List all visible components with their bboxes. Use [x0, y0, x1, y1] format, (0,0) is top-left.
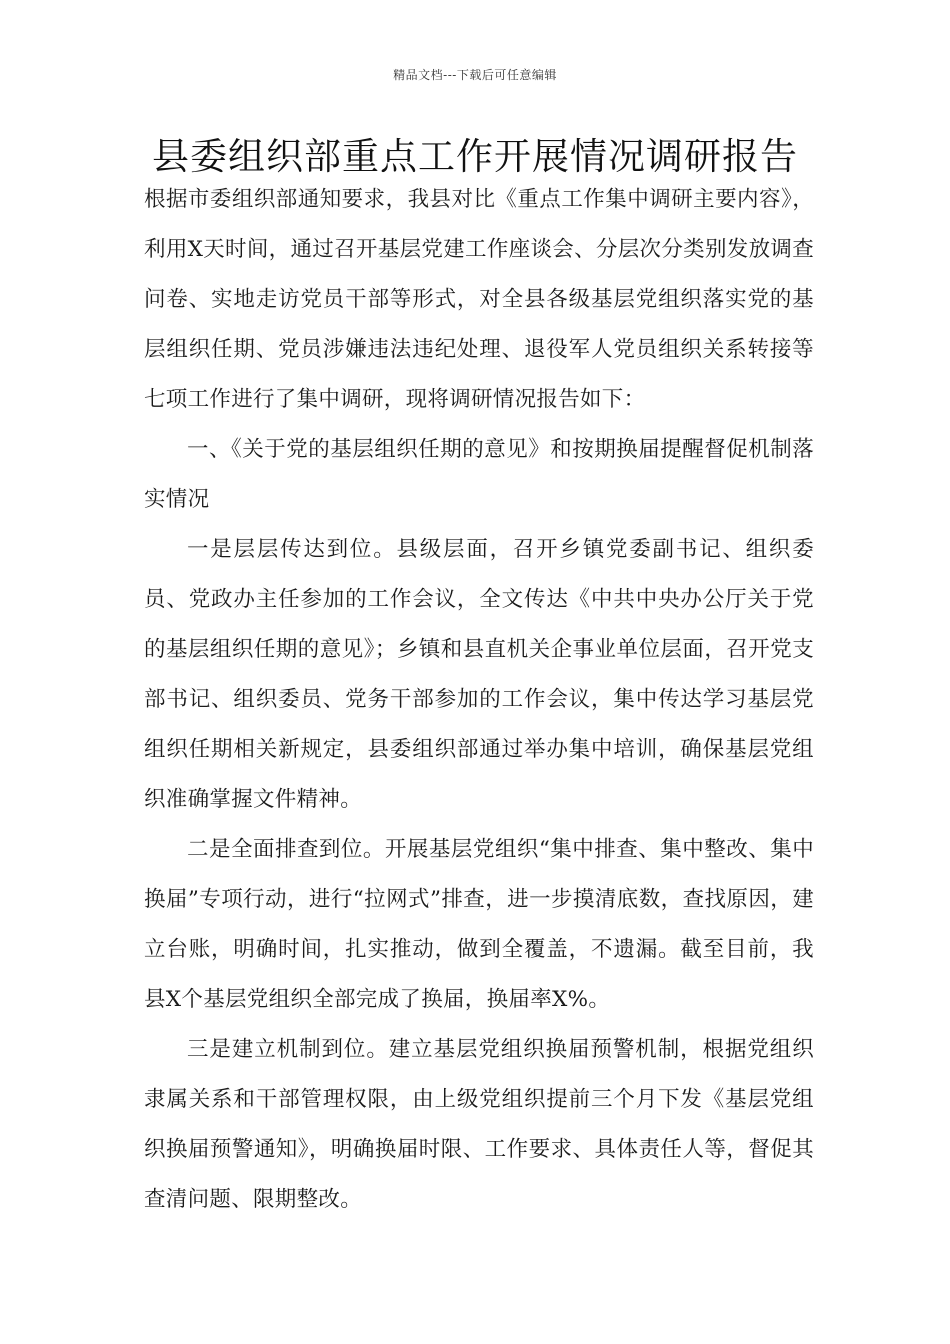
header-note: 精品文档---下载后可任意编辑	[393, 68, 557, 82]
paragraph-intro: 根据市委组织部通知要求，我县对比《重点工作集中调研主要内容》，利用X天时间，通过召开基层党建工作座谈会、分层次分类别发放调查问卷、实地走访党员干部等形式，对全县各级基层党组织落实党的基层组织任期、党员涉嫌违法违纪处理、退役军人党员组织关系转接等七项工作进行了集中调研，现将调研情况报告如下：	[144, 187, 814, 412]
paragraph-section-heading: 一、《关于党的基层组织任期的意见》和按期换届提醒督促机制落实情况	[144, 437, 814, 512]
paragraph-point-2: 二是全面排查到位。开展基层党组织“集中排查、集中整改、集中换届”专项行动，进行“拉网式”排查，进一步摸清底数，查找原因，建立台账，明确时间，扎实推动，做到全覆盖，不遗漏。截至目前，我县X个基层党组织全部完成了换届，换届率X%。	[144, 837, 814, 1012]
document-body	[144, 175, 814, 1225]
paragraph-point-1: 一是层层传达到位。县级层面，召开乡镇党委副书记、组织委员、党政办主任参加的工作会议，全文传达《中共中央办公厅关于党的基层组织任期的意见》；乡镇和县直机关企事业单位层面，召开党支部书记、组织委员、党务干部参加的工作会议，集中传达学习基层党组织任期相关新规定，县委组织部通过举办集中培训，确保基层党组织准确掌握文件精神。	[144, 537, 814, 812]
page-title: 县委组织部重点工作开展情况调研报告	[152, 135, 798, 178]
paragraph-point-3: 三是建立机制到位。建立基层党组织换届预警机制，根据党组织隶属关系和干部管理权限，由上级党组织提前三个月下发《基层党组织换届预警通知》，明确换届时限、工作要求、具体责任人等，督促其查清问题、限期整改。	[144, 1037, 814, 1212]
